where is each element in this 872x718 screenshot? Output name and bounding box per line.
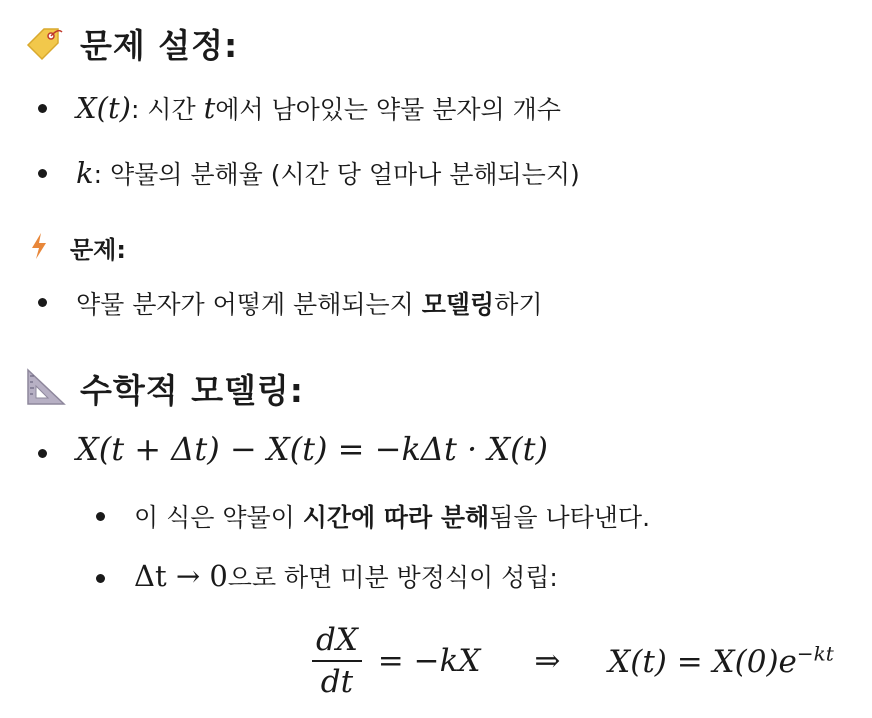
bullet-dot [38, 169, 47, 178]
bullet-dot [38, 298, 47, 307]
bullet-dot [38, 449, 47, 458]
implies-arrow: ⇒ [534, 643, 561, 679]
triangular-ruler-icon [26, 368, 66, 406]
section-title-problem-setup: 문제 설정: [80, 26, 239, 65]
math-x-of-t: X(t) [76, 91, 131, 125]
difference-equation: X(t + Δt) − X(t) = −kΔt · X(t) [76, 430, 548, 468]
list-item-x-definition: X(t): 시간 t에서 남아있는 약물 분자의 개수 [76, 91, 561, 125]
tag-icon [24, 26, 64, 62]
list-item-goal: 약물 분자가 어떻게 분해되는지 모델링하기 [76, 290, 543, 319]
rhs-neg-kx: = −kX [377, 643, 481, 679]
differential-equation-display [312, 622, 834, 700]
bullet-dot [38, 104, 47, 113]
section-title-math-modeling: 수학적 모델링: [80, 371, 304, 410]
section-title-problem: 문제: [70, 236, 126, 264]
math-delta-t-limit: Δt → 0 [134, 559, 228, 593]
math-k: k [76, 156, 94, 190]
fraction-dx-dt: $\frac{dX}{dt}$ [312, 622, 362, 700]
bullet-dot [96, 512, 105, 521]
list-item-k-definition: k: 약물의 분해율 (시간 당 얼마나 분해되는지) [76, 156, 580, 190]
list-item-limit: Δt → 0으로 하면 미분 방정식이 성립: [134, 559, 558, 593]
list-item-interpretation: 이 식은 약물이 시간에 따라 분해됨을 나타낸다. [134, 503, 651, 532]
bullet-dot [96, 574, 105, 583]
lightning-icon [28, 231, 50, 261]
solution-exponential: $X(t) = X(0)e^{-kt}$ [608, 641, 834, 681]
